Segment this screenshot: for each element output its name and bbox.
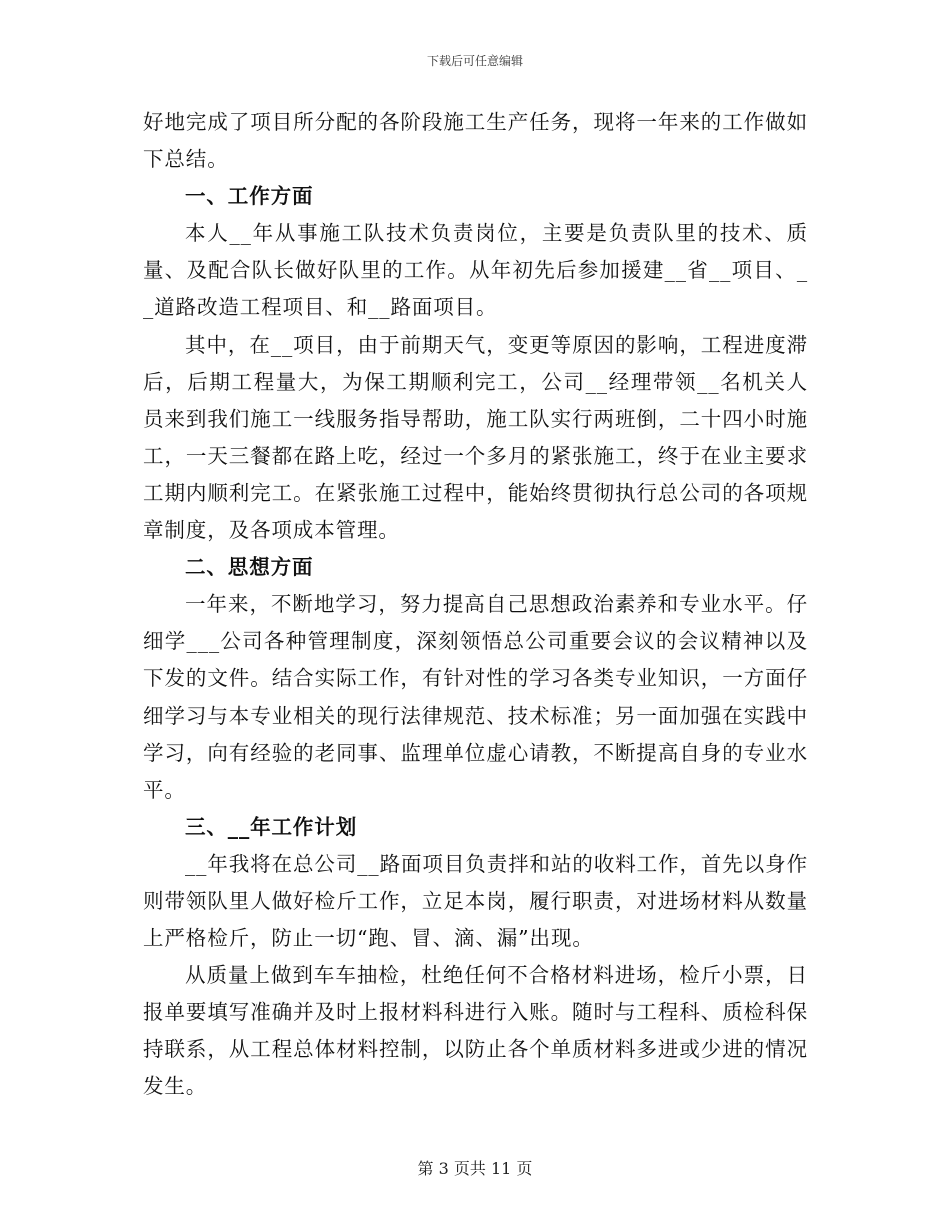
- document-body: [143, 104, 808, 1106]
- page-footer: 第 3 页共 11 页: [417, 1159, 533, 1178]
- section-heading-thought: 二、思想方面: [185, 555, 314, 580]
- paragraph-plan-weighing: __年我将在总公司__路面项目负责拌和站的收料工作，首先以身作则带领队里人做好检斤工作，立足本岗，履行职责，对进场材料从数量上严格检斤，防止一切“跑、冒、滴、漏”出现。: [143, 851, 808, 951]
- paragraph-work-role: 本人__年从事施工队技术负责岗位，主要是负责队里的技术、质量、及配合队长做好队里的工作。从年初先后参加援建__省__项目、__道路改造工程项目、和__路面项目。: [143, 221, 808, 320]
- page-header: 下载后可任意编辑: [426, 54, 523, 68]
- paragraph-work-project: 其中，在__项目，由于前期天气，变更等原因的影响，工程进度滞后，后期工程量大，为保工期顺利完工，公司__经理带领__名机关人员来到我们施工一线服务指导帮助，施工队实行两班倒，二十四小时施工，一天三餐都在路上吃，经过一个多月的紧张施工，终于在业主要求工期内顺利完工。在紧张施工过程中，能始终贯彻执行总公司的各项规章制度，及各项成本管理。: [143, 332, 808, 543]
- paragraph-intro: 好地完成了项目所分配的各阶段施工生产任务，现将一年来的工作做如下总结。: [143, 110, 808, 172]
- paragraph-thought: 一年来，不断地学习，努力提高自己思想政治素养和专业水平。仔细学___公司各种管理制度，深刻领悟总公司重要会议的会议精神以及下发的文件。结合实际工作，有针对性的学习各类专业知识，一方面仔细学习与本专业相关的现行法律规范、技术标准；另一面加强在实践中学习，向有经验的老同事、监理单位虚心请教，不断提高自身的专业水平。: [143, 592, 808, 802]
- section-heading-plan: 三、__年工作计划: [185, 814, 358, 839]
- section-heading-work: 一、工作方面: [185, 184, 314, 209]
- paragraph-plan-quality: 从质量上做到车车抽检，杜绝任何不合格材料进场，检斤小票，日报单要填写准确并及时上报材料科进行入账。随时与工程科、质检科保持联系，从工程总体材料控制，以防止各个单质材料多进或少进的情况发生。: [143, 963, 808, 1099]
